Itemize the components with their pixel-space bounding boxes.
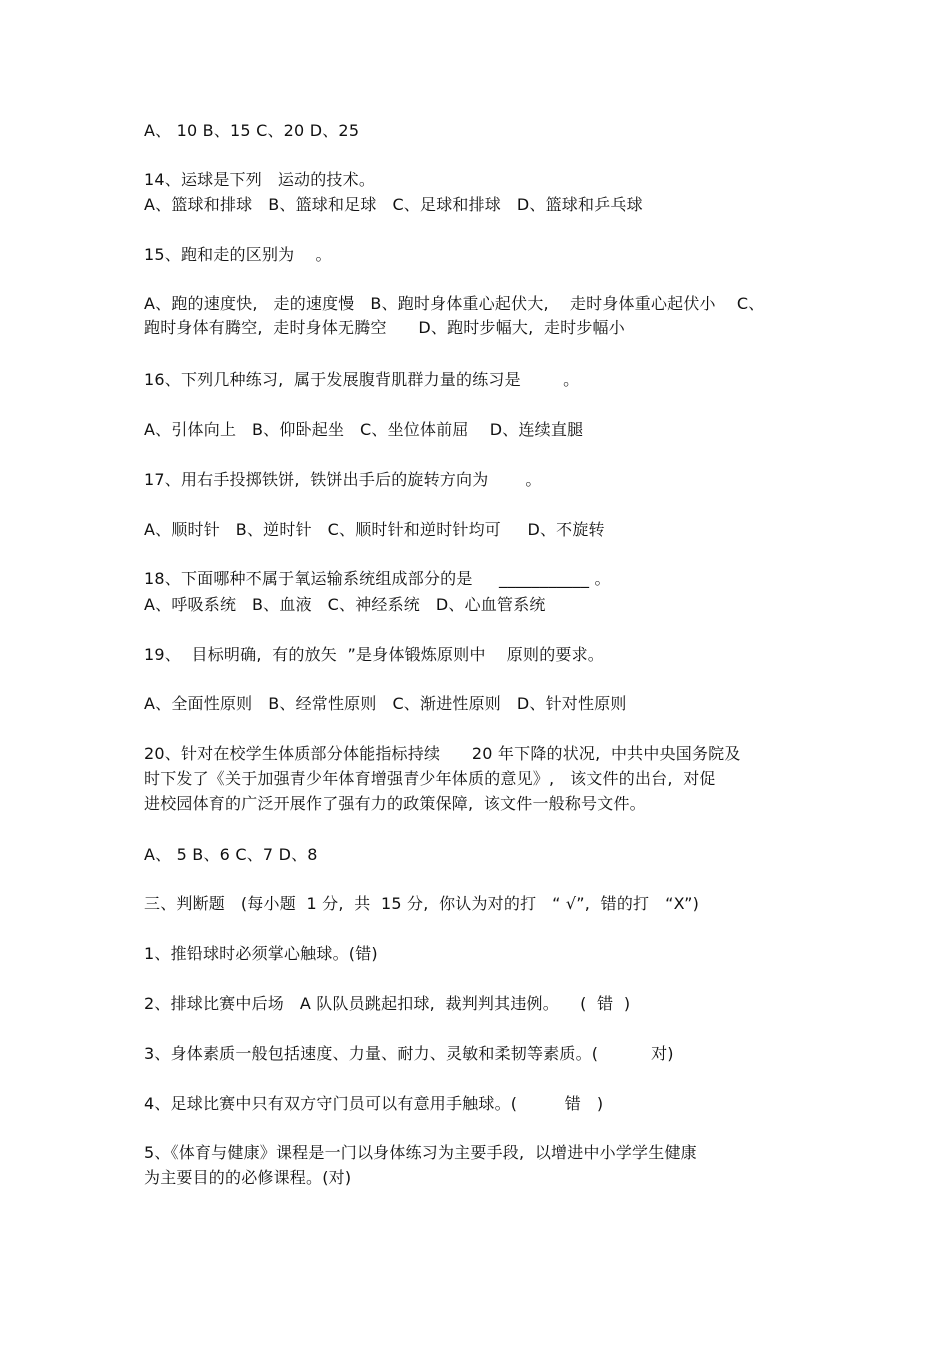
q14-question: 14、运球是下列 运动的技术。: [144, 170, 376, 189]
q18-question: 18、下面哪种不属于氧运输系统组成部分的是 ___________ 。: [144, 569, 611, 588]
tf-item-5-line1: 5、《体育与健康》课程是一门以身体练习为主要手段, 以增进中小学学生健康: [144, 1143, 697, 1162]
q15-question: 15、跑和走的区别为 。: [144, 245, 332, 264]
section-three-heading: 三、判断题 (每小题 1 分, 共 15 分, 你认为对的打 “ √”, 错的打 “X”): [144, 894, 700, 913]
tf-item-3: 3、身体素质一般包括速度、力量、耐力、灵敏和柔韧等素质。( 对): [144, 1044, 674, 1063]
q20-question-line3: 进校园体育的广泛开展作了强有力的政策保障, 该文件一般称号文件。: [144, 794, 646, 813]
q14-options: A、篮球和排球 B、篮球和足球 C、足球和排球 D、篮球和乒乓球: [144, 195, 643, 214]
q20-question-line2: 时下发了《关于加强青少年体育增强青少年体质的意见》, 该文件的出台, 对促: [144, 769, 716, 788]
q13-options: A、 10 B、15 C、20 D、25: [144, 121, 360, 140]
q19-question: 19、 目标明确, 有的放矢 ”是身体锻炼原则中 原则的要求。: [144, 645, 604, 664]
q17-question: 17、用右手投掷铁饼, 铁饼出手后的旋转方向为 。: [144, 470, 542, 489]
q15-options-line2: 跑时身体有腾空, 走时身体无腾空 D、跑时步幅大, 走时步幅小: [144, 318, 625, 337]
q18-options: A、呼吸系统 B、血液 C、神经系统 D、心血管系统: [144, 595, 546, 614]
q16-question: 16、下列几种练习, 属于发展腹背肌群力量的练习是 。: [144, 370, 580, 389]
tf-item-5-line2: 为主要目的的必修课程。(对): [144, 1168, 352, 1187]
q15-options-line1: A、跑的速度快, 走的速度慢 B、跑时身体重心起伏大, 走时身体重心起伏小 C、: [144, 294, 765, 313]
q20-options: A、 5 B、6 C、7 D、8: [144, 845, 318, 864]
q20-question-line1: 20、针对在校学生体质部分体能指标持续 20 年下降的状况, 中共中央国务院及: [144, 744, 741, 763]
tf-item-1: 1、推铅球时必须掌心触球。(错): [144, 944, 378, 963]
q19-options: A、全面性原则 B、经常性原则 C、渐进性原则 D、针对性原则: [144, 694, 627, 713]
q17-options: A、顺时针 B、逆时针 C、顺时针和逆时针均可 D、不旋转: [144, 520, 605, 539]
tf-item-4: 4、足球比赛中只有双方守门员可以有意用手触球。( 错 ): [144, 1094, 604, 1113]
tf-item-2: 2、排球比赛中后场 A 队队员跳起扣球, 裁判判其违例。 ( 错 ): [144, 994, 631, 1013]
q16-options: A、引体向上 B、仰卧起坐 C、坐位体前屈 D、连续直腿: [144, 420, 584, 439]
